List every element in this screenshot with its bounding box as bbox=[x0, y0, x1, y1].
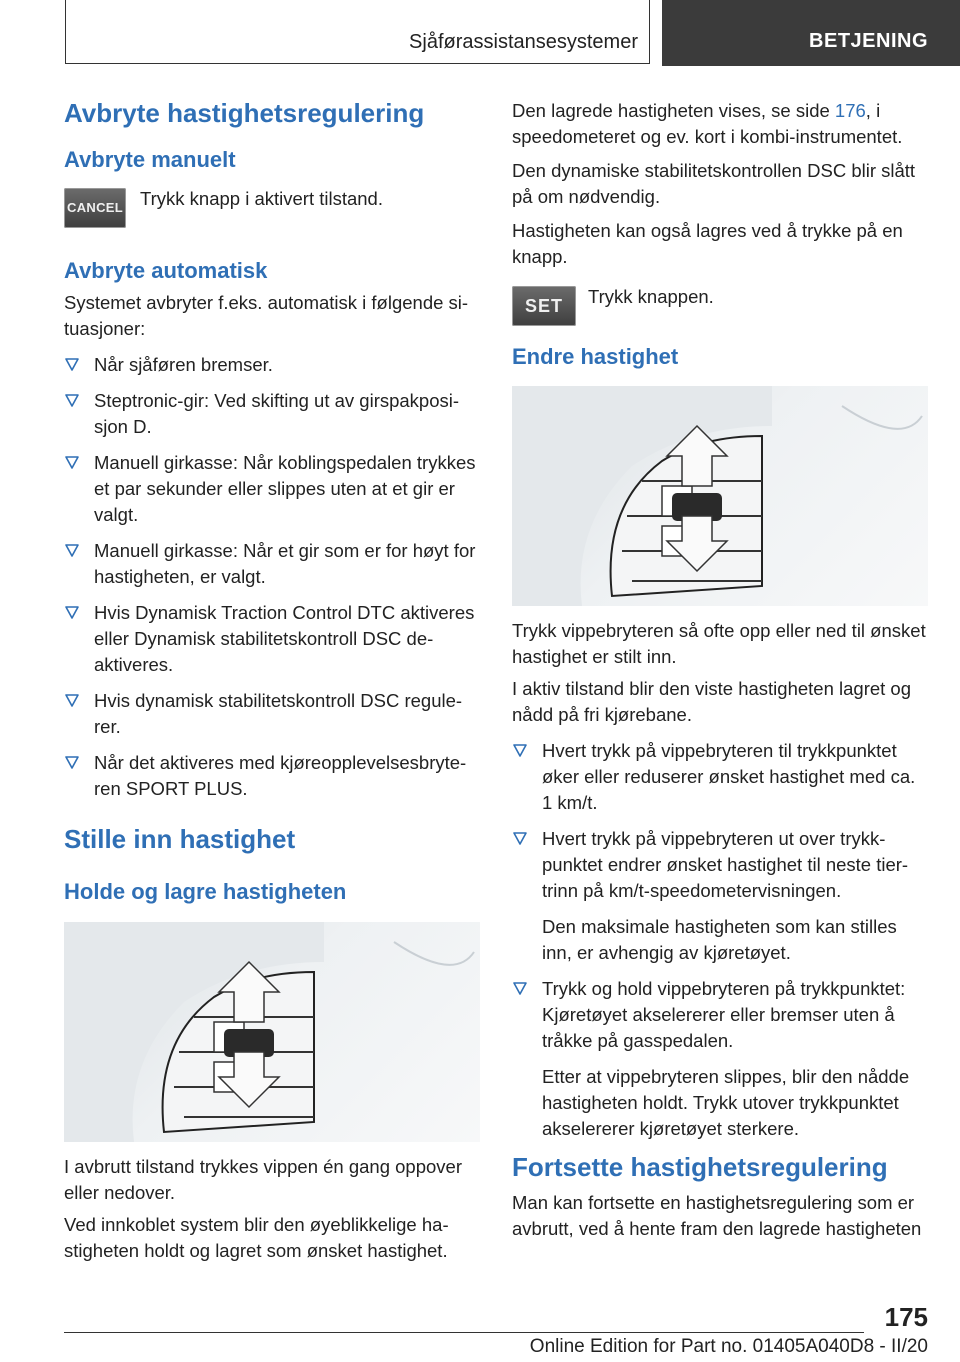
left-column bbox=[64, 98, 480, 1264]
section-title: Sjåførassistansesystemer bbox=[409, 31, 638, 53]
auto-list-item bbox=[64, 750, 480, 802]
endre-paragraph-1: Trykk vippebryteren så ofte opp eller ned til ønsket hastighet er stilt inn. bbox=[512, 620, 926, 668]
heading-holde: Holde og lagre hastigheten bbox=[64, 879, 347, 905]
auto-list-item bbox=[64, 600, 480, 678]
bullet-triangle-icon bbox=[64, 604, 80, 620]
dsc-paragraph: Den dynamiske stabilitetskontrollen DSC blir slått på om nødvendig. bbox=[512, 160, 916, 207]
endre-list-item bbox=[512, 976, 928, 1142]
heading-endre: Endre hastighet bbox=[512, 344, 679, 369]
auto-list-item-text: Hvis dynamisk stabilitetskontroll DSC regulerer. bbox=[94, 689, 463, 737]
endre-paragraph-2: I aktiv tilstand blir den viste hastigheten lagret og nådd på fri kjørebane. bbox=[512, 678, 912, 726]
saved-speed-paragraph bbox=[512, 98, 928, 150]
fortsette-paragraph: Man kan fortsette en hastighetsregulering som er avbrutt, ved å hente fram den lagrede hastigheten bbox=[512, 1191, 922, 1239]
page-number: 175 bbox=[884, 1302, 928, 1332]
auto-list-item-text: Hvis Dynamisk Traction Control DTC aktiveres eller Dynamisk stabilitetskontroll DSC deaktiveres. bbox=[94, 601, 475, 675]
cancel-instruction-text: Trykk knapp i aktivert tilstand. bbox=[140, 187, 383, 209]
auto-list-item bbox=[64, 688, 480, 740]
bullet-triangle-icon bbox=[512, 830, 528, 846]
bullet-triangle-icon bbox=[64, 356, 80, 372]
auto-list-item-text: Manuell girkasse: Når koblingspedalen trykkes et par sekunder eller slippes uten at et gir er valgt. bbox=[94, 451, 476, 525]
holde-paragraph-1: I avbrutt tilstand trykkes vippen én gang oppover eller nedover. bbox=[64, 1155, 462, 1203]
endre-list-item-text: Hvert trykk på vippebryteren ut over trykkpunktet endrer ønsket hastighet til neste tiertrinn på km/t-speedometervisningen. bbox=[542, 828, 909, 902]
endre-list-item bbox=[512, 826, 928, 966]
auto-list-item bbox=[64, 352, 480, 378]
auto-intro: Systemet avbryter f.eks. automatisk i følgende situasjoner: bbox=[64, 291, 469, 339]
auto-list-item-text: Steptronic-gir: Ved skifting ut av girspakposisjon D. bbox=[94, 389, 460, 437]
auto-list-item-text: Når det aktiveres med kjøreopplevelsesbryteren SPORT PLUS. bbox=[94, 751, 467, 799]
bullet-triangle-icon bbox=[64, 542, 80, 558]
auto-list-item-text: Manuell girkasse: Når et gir som er for høyt for hastigheten, er valgt. bbox=[94, 539, 476, 587]
footer-divider bbox=[64, 1332, 864, 1333]
heading-avbryte-manuelt: Avbryte manuelt bbox=[64, 147, 236, 173]
heading-stille: Stille inn hastighet bbox=[64, 823, 296, 854]
edition-text: Online Edition for Part no. 01405A040D8 - II/20 bbox=[529, 1336, 928, 1357]
auto-list-item-text: Når sjåføren bremser. bbox=[94, 353, 273, 375]
steering-wheel-rocker-image-2 bbox=[512, 386, 928, 606]
auto-list-item bbox=[64, 388, 480, 440]
auto-list-item bbox=[64, 450, 480, 528]
bullet-triangle-icon bbox=[64, 454, 80, 470]
endre-list-item-extra: Etter at vippebryteren slippes, blir den nådde hastigheten holdt. Trykk utover trykkpunktet akselererer kjøretøyet sterkere. bbox=[542, 1066, 910, 1140]
auto-list-item bbox=[64, 538, 480, 590]
steering-wheel-rocker-illustration-2 bbox=[512, 386, 928, 606]
header-section-box bbox=[65, 0, 650, 64]
bullet-triangle-icon bbox=[512, 742, 528, 758]
endre-list-item bbox=[512, 738, 928, 816]
saved-speed-text-b: , i speedometeret og ev. kort i kombi-instrumentet. bbox=[512, 100, 903, 147]
steering-wheel-rocker-illustration bbox=[64, 922, 480, 1142]
endre-list bbox=[512, 738, 928, 1142]
endre-list-item-text: Trykk og hold vippebryteren på trykkpunktet: Kjøretøyet akselererer eller bremser uten å tråkke på gasspedalen. bbox=[542, 978, 906, 1052]
bullet-triangle-icon bbox=[512, 980, 528, 996]
heading-avbryte-automatisk: Avbryte automatisk bbox=[64, 257, 268, 283]
holde-paragraph-2: Ved innkoblet system blir den øyeblikkelige hastigheten holdt og lagret som ønsket hastighet. bbox=[64, 1213, 449, 1261]
bullet-triangle-icon bbox=[64, 392, 80, 408]
chapter-tab bbox=[662, 0, 960, 66]
bullet-triangle-icon bbox=[64, 754, 80, 770]
save-button-paragraph: Hastigheten kan også lagres ved å trykke på en knapp. bbox=[512, 220, 903, 267]
cancel-instruction bbox=[64, 186, 480, 232]
set-instruction bbox=[512, 284, 928, 330]
set-instruction-text: Trykk knappen. bbox=[588, 286, 714, 307]
saved-speed-text-a: Den lagrede hastigheten vises, se side bbox=[512, 100, 835, 121]
steering-wheel-rocker-image bbox=[64, 922, 480, 1142]
page-reference-link[interactable]: 176 bbox=[834, 100, 866, 121]
right-column bbox=[512, 98, 928, 1242]
chapter-tab-label: BETJENING bbox=[809, 30, 928, 52]
set-button-icon: SET bbox=[512, 286, 576, 326]
heading-fortsette: Fortsette hastighetsregulering bbox=[512, 1152, 888, 1183]
cancel-button-icon: CANCEL bbox=[64, 188, 126, 228]
heading-avbryte: Avbryte hastighetsregulering bbox=[64, 98, 425, 128]
endre-list-item-extra: Den maksimale hastigheten som kan stilles inn, er avhengig av kjøretøyet. bbox=[542, 916, 897, 964]
bullet-triangle-icon bbox=[64, 692, 80, 708]
auto-list bbox=[64, 352, 480, 802]
endre-list-item-text: Hvert trykk på vippebryteren til trykkpunktet øker eller reduserer ønsket hastighet med ca. 1 km/t. bbox=[542, 740, 916, 814]
